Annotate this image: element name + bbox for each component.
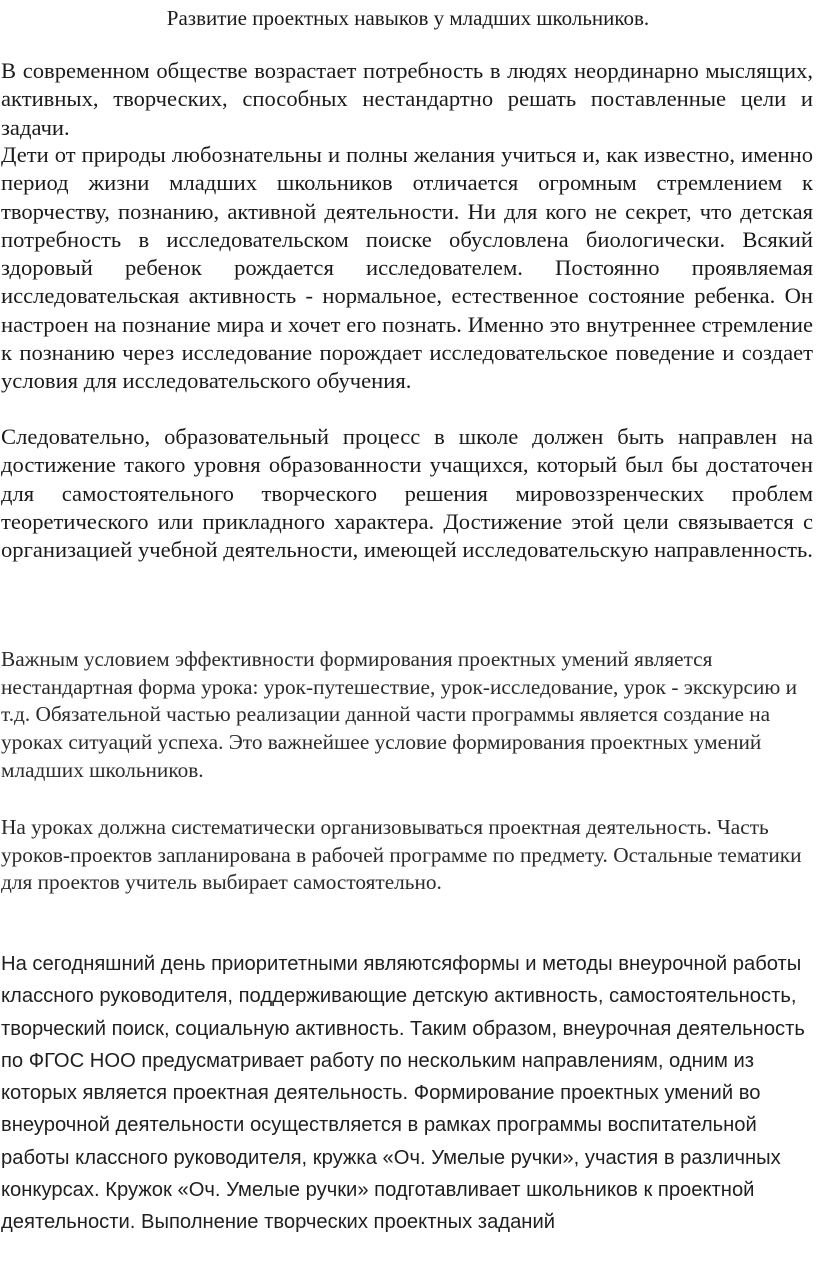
paragraph-children-curiosity: Дети от природы любознательны и полны желания учиться и, как известно, именно период жизни младших школьников отличается огромным стремлением к творчеству, познанию, активной деятельности. Ни для кого не секрет, что детская потребность в исследовательском поиске обусловлена биологически. Всякий здоровый ребенок рождается исследователем. Постоянно проявляемая исследовательская активность - нормальное, естественное состояние ребенка. Он настроен на познание мира и хочет его познать. Именно это внутреннее стремление к познанию через исследование порождает исследовательское поведение и создает условия для исследовательского обучения. bbox=[1, 142, 813, 394]
paragraph-extracurricular: На сегодняшний день приоритетными являютсяформы и методы внеурочной работы классного руководителя, поддерживающие детскую активность, самостоятельность, творческий поиск, социальную активность. Таким образом, внеурочная деятельность по ФГОС НОО предусматривает работу по нескольким направлениям, одним из которых является проектная деятельность. Формирование проектных умений во внеурочной деятельности осуществляется в рамках программы воспитательной работы классного руководителя, кружка «Оч. Умелые ручки», участия в различных конкурсах. Кружок «Оч. Умелые ручки» подготавливает школьников к проектной деятельности. Выполнение творческих проектных заданий bbox=[1, 953, 805, 1234]
paragraph-lesson-forms: Важным условием эффективности формирования проектных умений является нестандартная форма урока: урок-путешествие, урок-исследование, урок - экскурсию и т.д. Обязательной частью реализации данной части программы является создание на уроках ситуаций успеха. Это важнейшее условие формирования проектных умений младших школьников. bbox=[1, 647, 797, 782]
paragraph-project-lessons: На уроках должна систематически организовываться проектная деятельность. Часть уроков-проектов запланирована в рабочей программе по предмету. Остальные тематики для проектов учитель выбирает самостоятельно. bbox=[1, 815, 802, 895]
paragraph-intro: В современном обществе возрастает потребность в людях неординарно мыслящих, активных, творческих, способных нестандартно решать поставленные цели и задачи. bbox=[1, 58, 813, 140]
paragraph-educational-process: Следовательно, образовательный процесс в школе должен быть направлен на достижение такого уровня образованности учащихся, который был бы достаточен для самостоятельного творческого решения мировоззренческих проблем теоретического или прикладного характера. Достижение этой цели связывается с организацией учебной деятельности, имеющей исследовательскую направленность. bbox=[1, 424, 813, 563]
document-title: Развитие проектных навыков у младших школьников. bbox=[166, 6, 650, 30]
